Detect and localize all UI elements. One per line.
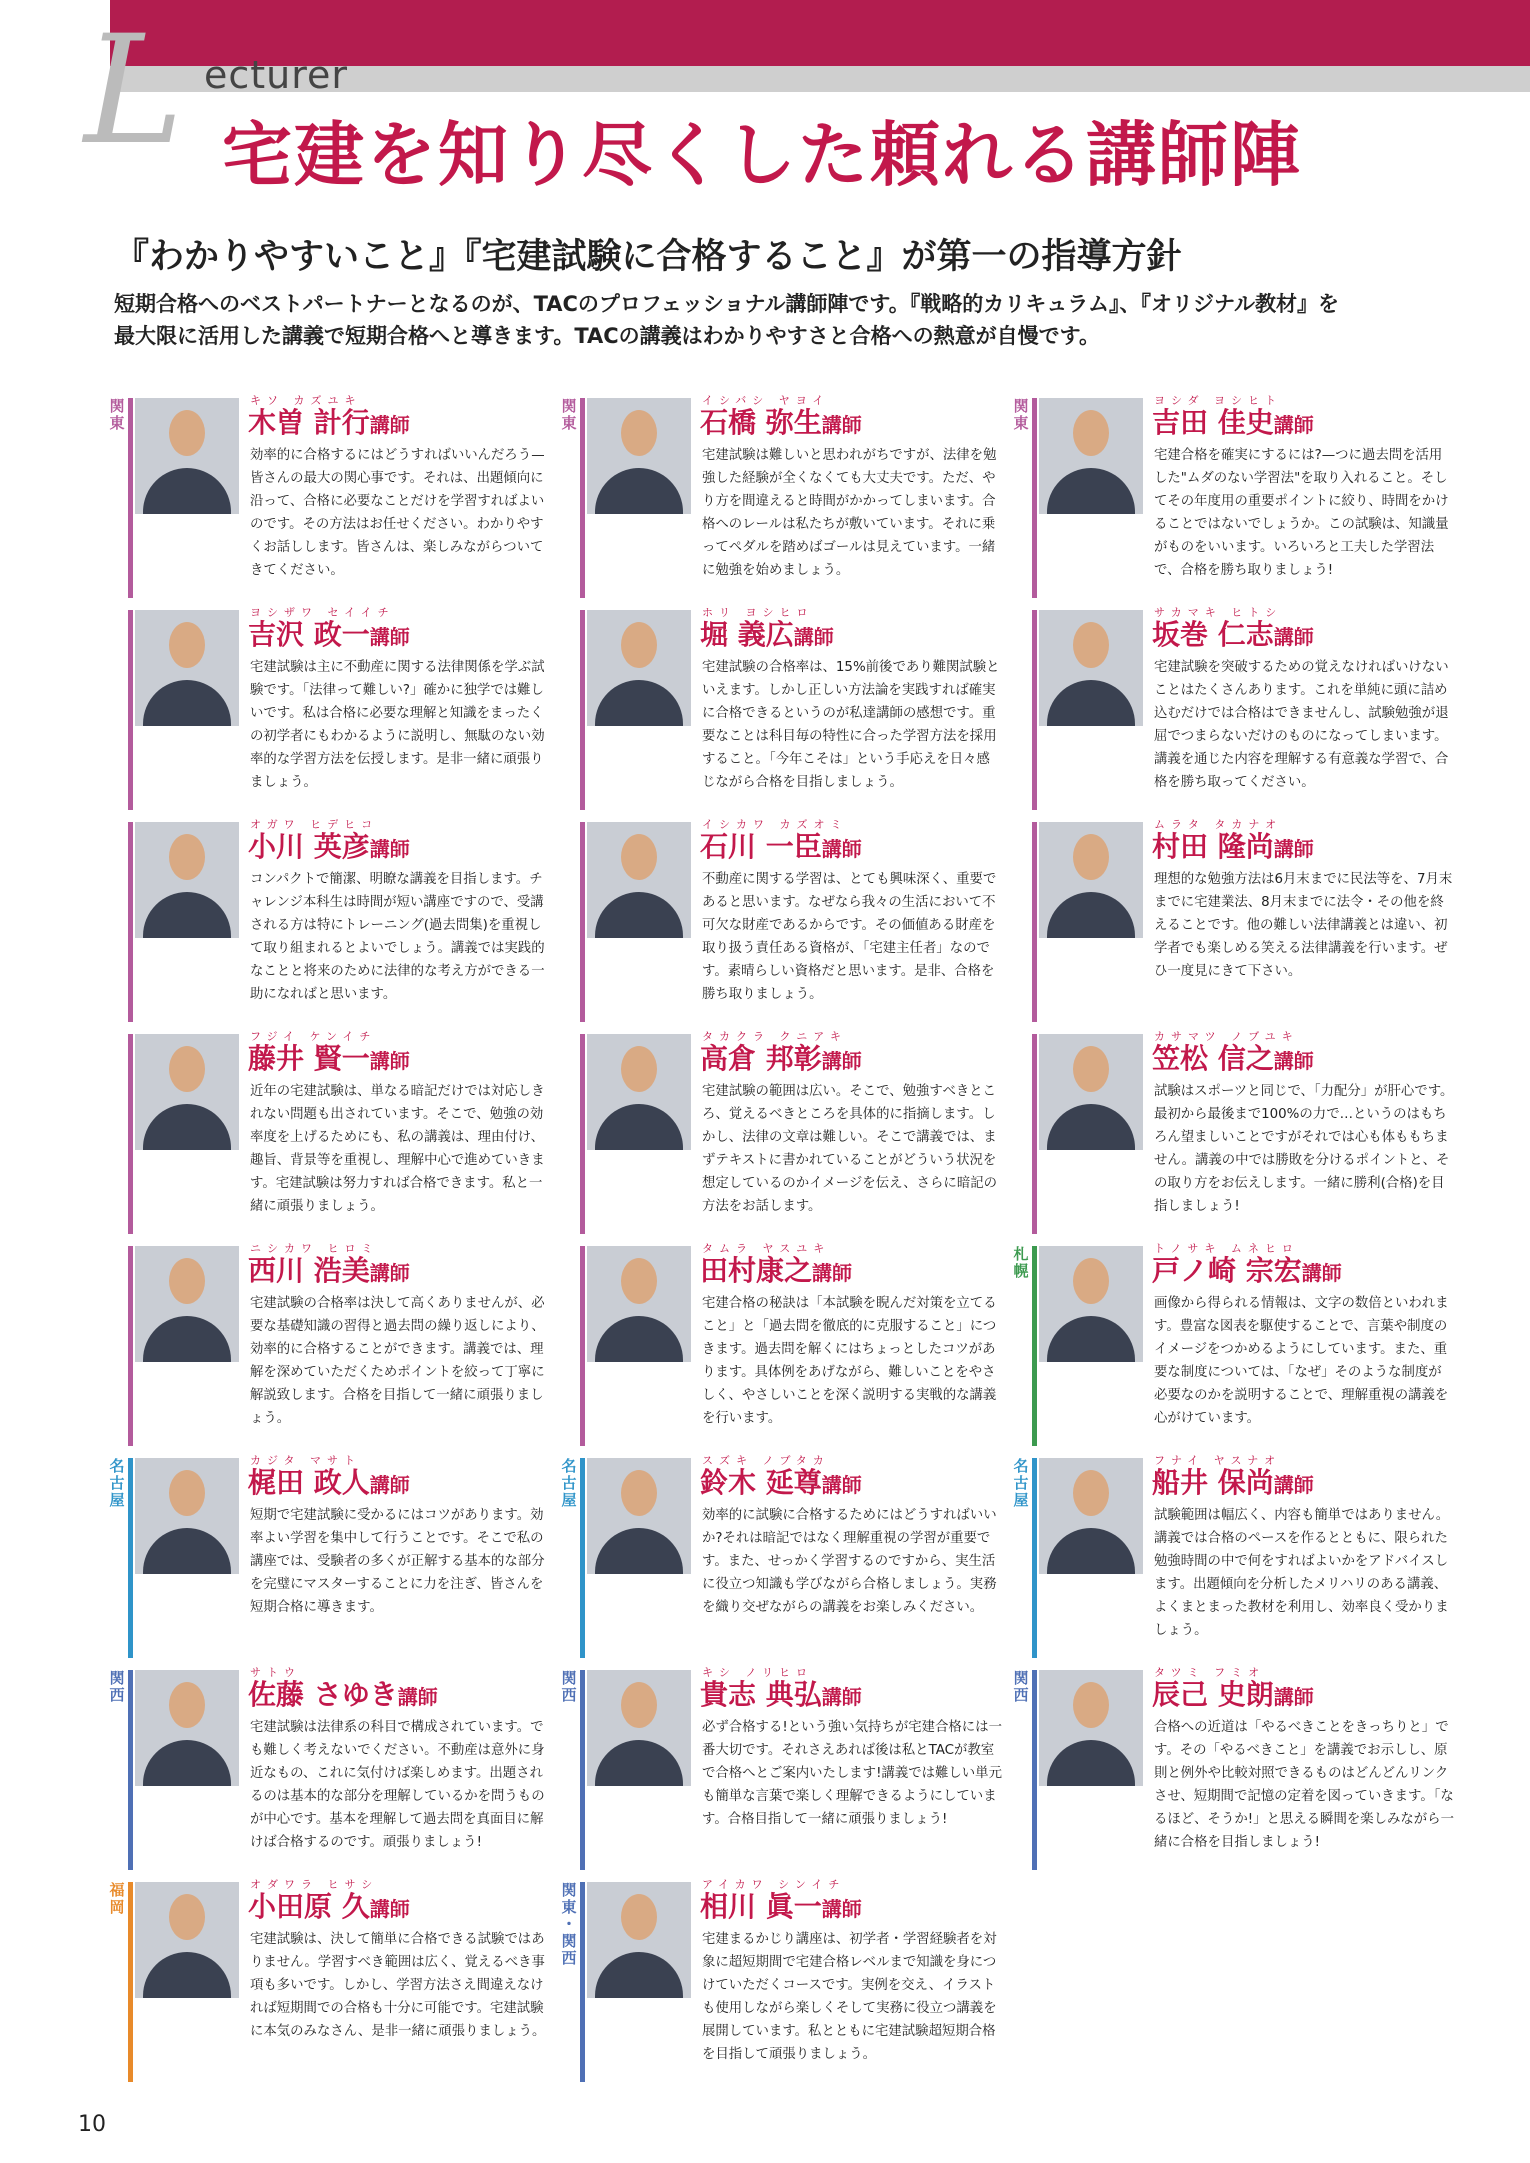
region-line: [1032, 398, 1037, 598]
lecturer-photo: [135, 398, 239, 514]
lecturer-photo: [587, 398, 691, 514]
lecturer-title-suffix: 講師: [1273, 1049, 1314, 1073]
lecturer-furigana: イシカワ カズオミ: [702, 818, 848, 831]
lecturer-title-suffix: 講師: [1273, 1685, 1314, 1709]
lecturer-title-suffix: 講師: [793, 625, 834, 649]
lecturer-title-suffix: 講師: [1273, 837, 1314, 861]
lecturer-description: 宅建合格の秘訣は「本試験を睨んだ対策を立てること」と「過去問を徹底的に克服すること」につきます。過去問を解くにはちょっとしたコツがあります。具体例をあげながら、難しいことをやさしく、やさしいことを深く説明する実戦的な講義を行います。: [702, 1296, 997, 1426]
lecturer-furigana: オガワ ヒデヒコ: [250, 818, 379, 831]
lecturer-title-suffix: 講師: [369, 1049, 410, 1073]
lecturer-photo: [1039, 1458, 1143, 1574]
region-label: 関 西: [561, 1669, 577, 1704]
region-label: 名 古 屋: [561, 1457, 577, 1509]
lecturer-description: 宅建試験は難しいと思われがちですが、法律を勉強した経験が全くなくても大丈夫です。ただ、やり方を間違えると時間がかかってしまいます。合格へのレールは私たちが敷いています。それに乗ってペダルを踏めばゴールは見えています。一緒に勉強を始めましょう。: [702, 448, 997, 578]
lecturer-furigana: イシバシ ヤヨイ: [702, 394, 830, 407]
lecturer-name: [248, 1678, 438, 1714]
lecturer-furigana: ヨシザワ セイイチ: [250, 606, 395, 619]
lecturer-title-suffix: 講師: [821, 1685, 862, 1709]
lecturer-title-suffix: 講師: [369, 837, 410, 861]
lecturer-photo: [135, 1458, 239, 1574]
lecturer-name-text: 小田原 久: [248, 1890, 370, 1923]
lecturer-furigana: キシ ノリヒロ: [702, 1666, 813, 1679]
lecturer-photo: [1039, 398, 1143, 514]
lecturer-photo: [587, 1458, 691, 1574]
region-label: 札 幌: [1013, 1245, 1029, 1280]
lecturer-title-suffix: 講師: [369, 625, 410, 649]
region-label: 福 岡: [109, 1881, 125, 1916]
lecturer-card: [560, 1454, 1000, 1658]
lecturer-furigana: タカクラ クニアキ: [702, 1030, 847, 1043]
lecturer-furigana: フジイ ケンイチ: [250, 1030, 377, 1043]
lecturer-name-text: 貴志 典弘: [700, 1678, 822, 1711]
lecturer-title-suffix: 講師: [821, 1049, 862, 1073]
lecturer-description: 宅建試験は法律系の科目で構成されています。でも難しく考えないでください。不動産は意外に身近なもの、これに気付けば楽しめます。出題されるのは基本的な部分を理解しているかを問うものが中心です。基本を理解して過去問を真面目に解けば合格するのです。頑張りましょう!: [250, 1720, 545, 1850]
lecturer-card: [108, 818, 548, 1022]
lecturer-name: [248, 1890, 410, 1926]
lecturer-photo: [135, 1034, 239, 1150]
lecturer-name: [1152, 1678, 1314, 1714]
lecturer-card: [1012, 606, 1452, 810]
lecturer-title-suffix: 講師: [397, 1685, 438, 1709]
lecturer-photo: [135, 610, 239, 726]
lecturer-title-suffix: 講師: [1301, 1261, 1342, 1285]
lecturer-name: [700, 1890, 862, 1926]
lecturer-name: [700, 830, 862, 866]
lecturer-name-text: 辰己 史朗: [1152, 1678, 1274, 1711]
lecturer-name: [1152, 406, 1314, 442]
lecturer-title-suffix: 講師: [821, 1897, 862, 1921]
region-line: [1032, 610, 1037, 810]
lecturer-name: [248, 1466, 410, 1502]
region-line: [1032, 1034, 1037, 1234]
lecturer-description: 宅建試験の範囲は広い。そこで、勉強すべきところ、覚えるべきところを具体的に指摘します。しかし、法律の文章は難しい。そこで講義では、まずテキストに書かれていることがどういう状況を想定しているのかイメージを伝え、さらに暗記の方法をお話します。: [702, 1084, 997, 1214]
region-line: [128, 1034, 133, 1234]
lecturer-card: [108, 606, 548, 810]
lecturer-name-text: 坂巻 仁志: [1152, 618, 1274, 651]
lecturer-title-suffix: 講師: [369, 1473, 410, 1497]
region-line: [128, 610, 133, 810]
lecturer-furigana: アイカワ シンイチ: [702, 1878, 846, 1891]
region-line: [1032, 1458, 1037, 1658]
lecturer-description: 理想的な勉強方法は6月末までに民法等を、7月末までに宅建業法、8月末までに法令・その他を終えることです。他の難しい法律講義とは違い、初学者でも楽しめる笑える法律講義を行います。ぜひ一度見にきて下さい。: [1154, 872, 1453, 979]
lecturer-furigana: カジタ マサト: [250, 1454, 362, 1467]
region-label: 名 古 屋: [109, 1457, 125, 1509]
lecturer-card: [108, 1666, 548, 1870]
lecturer-name: [248, 1254, 410, 1290]
lecturer-name: [248, 406, 410, 442]
lecturer-card: [108, 1878, 548, 2082]
lecturer-card: [1012, 1242, 1452, 1446]
lecturer-photo: [135, 1882, 239, 1998]
section-initial: L: [84, 4, 184, 178]
lecturer-title-suffix: 講師: [821, 413, 862, 437]
lecturer-title-suffix: 講師: [821, 1473, 862, 1497]
lecturer-name: [1152, 1466, 1314, 1502]
lecturer-name: [700, 1042, 862, 1078]
section-word: ecturer: [204, 53, 349, 97]
lecturer-description: 試験範囲は幅広く、内容も簡単ではありません。講義では合格のペースを作るとともに、限られた勉強時間の中で何をすればよいかをアドバイスします。出題傾向を分析したメリハリのある講義、よくまとまった教材を利用し、効率良く受かりましょう。: [1154, 1508, 1450, 1638]
lecturer-description: 近年の宅建試験は、単なる暗記だけでは対応しきれない問題も出されています。そこで、勉強の効率度を上げるためにも、私の講義は、理由付け、趣旨、背景等を重視し、理解中心で進めていきます。宅建試験は努力すれば合格できます。私と一緒に頑張りましょう。: [250, 1084, 545, 1214]
region-line: [580, 1670, 585, 1870]
lecturer-name: [700, 1254, 852, 1290]
lecturer-name: [700, 406, 862, 442]
region-label: 関 東 ・ 関 西: [561, 1881, 577, 1967]
lecturer-name: [700, 618, 834, 654]
lecturer-title-suffix: 講師: [369, 1897, 410, 1921]
region-line: [1032, 1670, 1037, 1870]
region-line: [580, 1246, 585, 1446]
lecturer-card: [1012, 394, 1452, 598]
lecturer-name: [1152, 618, 1314, 654]
lecturer-name-text: 木曽 計行: [248, 406, 370, 439]
region-line: [128, 398, 133, 598]
lecturer-name-text: 石橋 弥生: [700, 406, 822, 439]
region-label: 関 西: [109, 1669, 125, 1704]
lecturer-description: 宅建試験の合格率は、15%前後であり難関試験といえます。しかし正しい方法論を実践すれば確実に合格できるというのが私達講師の感想です。重要なことは科目毎の特性に合った学習方法を採用すること。「今年こそは」という手応えを日々感じながら合格を目指しましょう。: [702, 660, 1000, 790]
lecturer-description: 効率的に合格するにはどうすればいいんだろう—皆さんの最大の関心事です。それは、出題傾向に沿って、合格に必要なことだけを学習すればよいのです。その方法はお任せください。わかりやすくお話しします。皆さんは、楽しみながらついてきてください。: [250, 448, 545, 578]
lecturer-title-suffix: 講師: [369, 1261, 410, 1285]
lecturer-description: 効率的に試験に合格するためにはどうすればいいか?それは暗記ではなく理解重視の学習が重要です。また、せっかく学習するのですから、実生活に役立つ知識も学びながら合格しましょう。実務を織り交ぜながらの講義をお楽しみください。: [702, 1508, 997, 1615]
lecturer-photo: [587, 1034, 691, 1150]
region-label: 名 古 屋: [1013, 1457, 1029, 1509]
lecturer-card: [560, 1878, 1000, 2082]
lecturer-photo: [587, 1670, 691, 1786]
lecturer-title-suffix: 講師: [369, 413, 410, 437]
lecturer-name: [248, 618, 410, 654]
lecturer-photo: [587, 822, 691, 938]
lecturer-furigana: ヨシダ ヨシヒト: [1154, 394, 1283, 407]
lecturer-furigana: カサマツ ノブユキ: [1154, 1030, 1299, 1043]
lecturer-name: [248, 1042, 410, 1078]
lecturer-name-text: 笠松 信之: [1152, 1042, 1274, 1075]
lecturer-furigana: ホリ ヨシヒロ: [702, 606, 814, 619]
region-line: [1032, 1246, 1037, 1446]
lecturer-description: 宅建合格を確実にするには?—つに過去問を活用した"ムダのない学習法"を取り入れること。そしてその年度用の重要ポイントに絞り、時間をかけることではないでしょうか。この試験は、知識量がものをいいます。いろいろと工夫した学習法で、合格を勝ち取りましょう!: [1154, 448, 1449, 578]
region-line: [1032, 822, 1037, 1022]
lecturer-card: [108, 1030, 548, 1234]
region-line: [580, 1034, 585, 1234]
lecturer-name: [1152, 1254, 1342, 1290]
lecturer-title-suffix: 講師: [1273, 1473, 1314, 1497]
region-line: [128, 822, 133, 1022]
lecturer-name-text: 村田 隆尚: [1152, 830, 1274, 863]
lecturer-photo: [1039, 610, 1143, 726]
lecturer-card: [560, 394, 1000, 598]
lecturer-description: 宅建試験の合格率は決して高くありませんが、必要な基礎知識の習得と過去問の繰り返しにより、効率的に合格することができます。講義では、理解を深めていただくためポイントを絞って丁寧に解説致します。合格を目指して一緒に頑張りましょう。: [250, 1296, 545, 1426]
lecturer-photo: [1039, 1670, 1143, 1786]
lecturer-description: 宅建試験は、決して簡単に合格できる試験ではありません。学習すべき範囲は広く、覚えるべき事項も多いです。しかし、学習方法さえ間違えなければ短期間での合格も十分に可能です。宅建試験に本気のみなさん、是非一緒に頑張りましょう。: [250, 1932, 546, 2039]
lecturer-name-text: 堀 義広: [700, 618, 794, 651]
lecturer-name-text: 梶田 政人: [248, 1466, 370, 1499]
lecturer-title-suffix: 講師: [1273, 625, 1314, 649]
lecturer-furigana: ムラタ タカナオ: [1154, 818, 1283, 831]
lecturer-name: [1152, 1042, 1314, 1078]
lecturer-card: [108, 1454, 548, 1658]
lecturer-description: 必ず合格する!という強い気持ちが宅建合格には一番大切です。それさえあれば後は私とTACが教室で合格へとご案内いたします!講義では難しい単元も簡単な言葉で楽しく理解できるようにしています。合格目指して一緒に頑張りましょう!: [702, 1720, 1002, 1827]
lecturer-furigana: サトウ: [250, 1666, 301, 1679]
lecturer-card: [560, 1666, 1002, 1870]
lecturer-name-text: 相川 眞一: [700, 1890, 822, 1923]
lecturer-name-text: 石川 一臣: [700, 830, 822, 863]
lecturer-description: 不動産に関する学習は、とても興味深く、重要であると思います。なぜなら我々の生活において不可欠な財産であるからです。その価値ある財産を取り扱う責任ある資格が、「宅建主任者」なのです。素晴らしい資格だと思います。是非、合格を勝ち取りましょう。: [702, 872, 997, 1002]
lecturer-card: [1012, 818, 1453, 1022]
region-line: [128, 1458, 133, 1658]
region-line: [128, 1670, 133, 1870]
lecturer-description: 合格への近道は「やるべきことをきっちりと」です。その「やるべきこと」を講義でお示しし、原則と例外や比較対照できるものはどんどんリンクさせ、短期間で記憶の定着を図っていきます。「なるほど、そうか!」と思える瞬間を楽しみながら一緒に合格を目指しましょう!: [1154, 1720, 1454, 1850]
lecturer-description: 短期で宅建試験に受かるにはコツがあります。効率よい学習を集中して行うことです。そこで私の講座では、受験者の多くが正解する基本的な部分を完璧にマスターすることに力を注ぎ、皆さんを短期合格に導きます。: [250, 1508, 545, 1615]
page-title: 宅建を知り尽くした頼れる講師陣: [222, 114, 1302, 196]
lecturer-name: [700, 1678, 862, 1714]
region-line: [128, 1882, 133, 2082]
region-line: [580, 1882, 585, 2082]
lecturer-card: [560, 1242, 1000, 1446]
region-line: [580, 1458, 585, 1658]
region-line: [580, 610, 585, 810]
lecturer-card: [560, 818, 1000, 1022]
lecturer-name-text: 吉田 佳史: [1152, 406, 1274, 439]
lecturer-furigana: ニシカワ ヒロミ: [250, 1242, 379, 1255]
lecturer-furigana: トノサキ ムネヒロ: [1154, 1242, 1299, 1255]
lecturer-furigana: サカマキ ヒトシ: [1154, 606, 1283, 619]
lecturer-description: 試験はスポーツと同じで、「力配分」が肝心です。最初から最後まで100%の力で…というのはもちろん望ましいことですがそれでは心も体ももちません。講義の中では勝敗を分けるポイントと、その取り方をお伝えします。一緒に勝利(合格)を目指しましょう!: [1154, 1084, 1454, 1214]
region-label: 関 東: [1013, 397, 1029, 432]
lecturer-name: [248, 830, 410, 866]
lecturer-title-suffix: 講師: [812, 1261, 853, 1285]
lecturer-card: [1012, 1030, 1454, 1234]
lecturer-photo: [1039, 822, 1143, 938]
lecturer-furigana: スズキ ノブタカ: [702, 1454, 830, 1467]
lecturer-name-text: 高倉 邦彰: [700, 1042, 822, 1075]
lecturer-card: [1012, 1666, 1454, 1870]
lecturer-card: [560, 606, 1000, 810]
lecturer-description: 宅建試験を突破するための覚えなければいけないことはたくさんあります。これを単純に頭に詰め込むだけでは合格はできませんし、試験勉強が退屈でつまらないだけのものになってしまいます。講義を通じた内容を理解する有意義な学習で、合格を勝ち取ってください。: [1154, 660, 1449, 790]
lecturer-furigana: タツミ フミオ: [1154, 1666, 1266, 1679]
lecturer-photo: [587, 1246, 691, 1362]
region-label: 関 東: [561, 397, 577, 432]
lecturer-name-text: 西川 浩美: [248, 1254, 370, 1287]
lecturer-photo: [1039, 1246, 1143, 1362]
lecturer-name: [1152, 830, 1314, 866]
intro-text: [114, 288, 1339, 352]
lecturer-name-text: 佐藤 さゆき: [248, 1678, 398, 1711]
intro-line-1: 短期合格へのベストパートナーとなるのが、TACのプロフェッショナル講師陣です。『戦略的カリキュラム』、『オリジナル教材』を: [114, 292, 1339, 316]
intro-line-2: 最大限に活用した講義で短期合格へと導きます。TACの講義はわかりやすさと合格への熱意が自慢です。: [114, 324, 1100, 348]
region-line: [580, 398, 585, 598]
page-subtitle: 『わかりやすいこと』『宅建試験に合格すること』が第一の指導方針: [114, 237, 1182, 277]
lecturer-name-text: 藤井 賢一: [248, 1042, 370, 1075]
lecturer-description: コンパクトで簡潔、明瞭な講義を目指します。チャレンジ本科生は時間が短い講座ですので、受講される方は特にトレーニング(過去問集)を重視して取り組まれるとよいでしょう。講義では実践的なことと将来のために法律的な考え方ができる一助になればと思います。: [250, 872, 545, 1002]
lecturer-photo: [135, 1246, 239, 1362]
lecturer-title-suffix: 講師: [1273, 413, 1314, 437]
lecturer-photo: [135, 822, 239, 938]
lecturer-description: 画像から得られる情報は、文字の数倍といわれます。豊富な図表を駆使することで、言葉や制度のイメージをつかめるようにしています。また、重要な制度については、「なぜ」そのような制度が必要なのかを説明することで、理解重視の講義を心がけています。: [1154, 1296, 1449, 1426]
lecturer-card: [108, 394, 548, 598]
lecturer-furigana: オダワラ ヒサシ: [250, 1878, 379, 1891]
lecturer-photo: [587, 1882, 691, 1998]
lecturer-card: [1012, 1454, 1452, 1658]
region-line: [128, 1246, 133, 1446]
lecturer-name-text: 田村康之: [700, 1254, 813, 1287]
lecturer-furigana: タムラ ヤスユキ: [702, 1242, 831, 1255]
lecturer-name-text: 小川 英彦: [248, 830, 370, 863]
lecturer-card: [108, 1242, 548, 1446]
region-line: [580, 822, 585, 1022]
lecturer-photo: [1039, 1034, 1143, 1150]
lecturer-card: [560, 1030, 1000, 1234]
lecturer-furigana: フナイ ヤスナオ: [1154, 1454, 1282, 1467]
lecturer-title-suffix: 講師: [821, 837, 862, 861]
lecturer-description: 宅建試験は主に不動産に関する法律関係を学ぶ試験です。「法律って難しい?」確かに独学では難しいです。私は合格に必要な理解と知識をまったくの初学者にもわかるように説明し、無駄のない効率的な学習方法を伝授します。是非一緒に頑張りましょう。: [250, 660, 545, 790]
region-label: 関 東: [109, 397, 125, 432]
lecturer-description: 宅建まるかじり講座は、初学者・学習経験者を対象に超短期間で宅建合格レベルまで知識を身につけていただくコースです。実例を交え、イラストも使用しながら楽しくそして実務に役立つ講義を展開しています。私とともに宅建試験超短期合格を目指して頑張りましょう。: [702, 1932, 997, 2062]
lecturer-photo: [135, 1670, 239, 1786]
lecturer-photo: [587, 610, 691, 726]
lecturer-name: [700, 1466, 862, 1502]
lecturer-name-text: 吉沢 政一: [248, 618, 370, 651]
lecturer-name-text: 戸ノ崎 宗宏: [1152, 1254, 1302, 1287]
page-number: 10: [78, 2112, 106, 2137]
lecturer-name-text: 鈴木 延尊: [700, 1466, 822, 1499]
lecturer-name-text: 船井 保尚: [1152, 1466, 1274, 1499]
region-label: 関 西: [1013, 1669, 1029, 1704]
lecturer-furigana: キソ カズユキ: [250, 394, 362, 407]
